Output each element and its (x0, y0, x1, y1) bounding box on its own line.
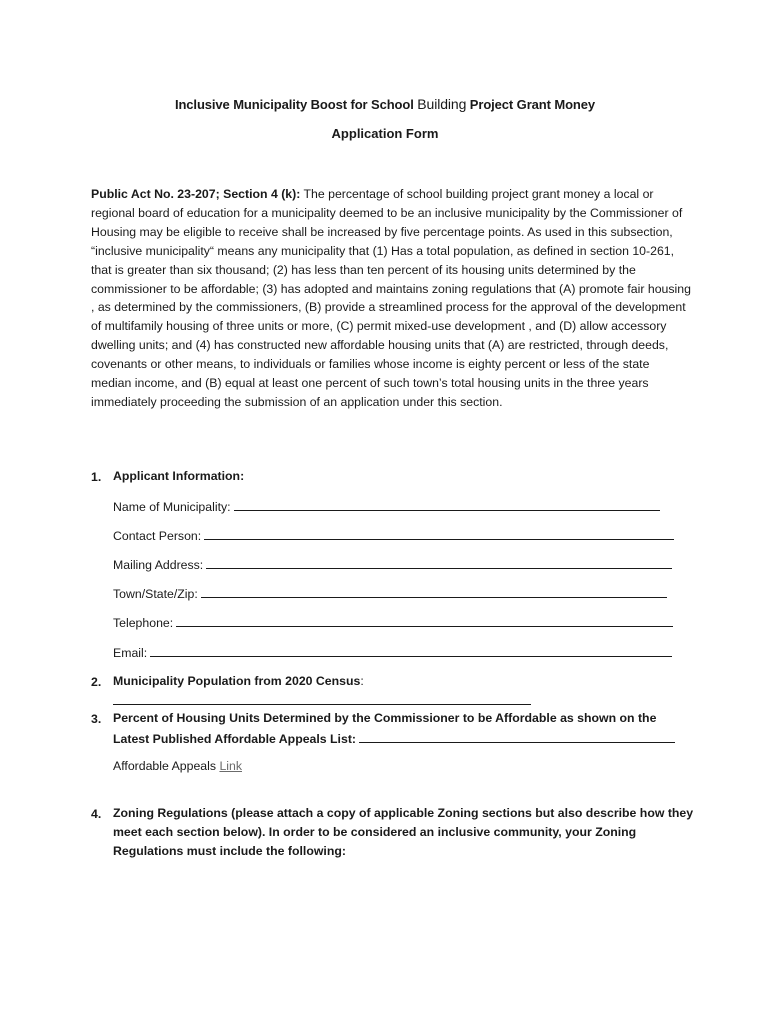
section-4-heading-line-2: meet each section below). In order to be considered an inclusive community, your Zoning (113, 825, 637, 839)
section-3-number: 3. (91, 712, 102, 726)
affordable-appeals-line (113, 759, 242, 773)
mailing-address-label: Mailing Address: (113, 558, 204, 572)
municipality-field[interactable] (113, 499, 660, 514)
affordable-appeals-label: Affordable Appeals (113, 759, 220, 773)
mailing-address-input-line[interactable] (206, 557, 672, 569)
intro-lead: Public Act No. 23-207; Section 4 (k): (91, 187, 301, 201)
document-title (0, 96, 770, 112)
document-subtitle: Application Form (331, 126, 439, 141)
section-3-heading-line-1: Percent of Housing Units Determined by the Commissioner to be Affordable as shown on the (113, 711, 657, 725)
contact-person-field[interactable] (113, 528, 674, 543)
email-label: Email: (113, 646, 148, 660)
municipality-label: Name of Municipality: (113, 500, 231, 514)
intro-paragraph (91, 185, 691, 412)
title-part-1: Inclusive Municipality Boost for School (174, 97, 418, 112)
contact-person-label: Contact Person: (113, 529, 202, 543)
section-1-number: 1. (91, 470, 102, 484)
intro-body: The percentage of school building project grant money a local or regional board of education for a municipality deemed to be an inclusive municipality by the Commissioner of Housing may be eligible to receive shall be increased by five percentage points. As used in this subsection, “inclusive municipality“ means any municipality that (1) Has a total population, as defined in section 10-261, that is greater than six thousand; (2) has less than ten percent of its housing units determined by the commissioner to be affordable; (3) has adopted and maintains zoning regulations that (A) promote fair housing , as determined by the commissioners, (B) provide a streamlined process for the approval of the development of multifamily housing of three units or more, (C) permit mixed-use development , and (D) allow accessory dwelling units; and (4) has constructed new affordable housing units that (A) are restricted, through deeds, covenants or other means, to individuals or families whose income is eighty percent or less of the state median income, and (B) equal at least one percent of such town’s total housing units in the three years immediately proceeding the submission of an application under this section. (91, 187, 691, 409)
title-part-3: Project Grant Money (466, 97, 596, 112)
section-2-heading-text: Municipality Population from 2020 Census (113, 674, 361, 688)
section-4-number: 4. (91, 807, 102, 821)
population-field[interactable] (113, 693, 531, 708)
contact-person-input-line[interactable] (204, 528, 674, 540)
telephone-input-line[interactable] (176, 615, 673, 627)
email-field[interactable] (113, 645, 672, 660)
telephone-field[interactable] (113, 615, 673, 630)
population-input-line[interactable] (113, 693, 531, 705)
section-2-heading (113, 672, 364, 691)
section-1-heading: Applicant Information: (113, 469, 245, 483)
email-input-line[interactable] (150, 645, 672, 657)
section-2-number: 2. (91, 675, 102, 689)
title-part-2: Building (417, 96, 467, 112)
section-3-heading-line-2: Latest Published Affordable Appeals List: (113, 732, 357, 746)
telephone-label: Telephone: (113, 616, 174, 630)
section-4-heading-line-3: Regulations must include the following: (113, 844, 346, 858)
affordable-percent-input-line[interactable] (359, 731, 675, 743)
section-2-colon: : (360, 674, 364, 688)
mailing-address-field[interactable] (113, 557, 672, 572)
town-state-zip-input-line[interactable] (201, 586, 667, 598)
town-state-zip-field[interactable] (113, 586, 667, 601)
town-state-zip-label: Town/State/Zip: (113, 587, 198, 601)
municipality-input-line[interactable] (234, 499, 660, 511)
affordable-percent-field[interactable] (113, 731, 675, 746)
affordable-appeals-link[interactable]: Link (219, 759, 242, 773)
section-4-heading-line-1: Zoning Regulations (please attach a copy of applicable Zoning sections but also describe how they (113, 806, 694, 820)
